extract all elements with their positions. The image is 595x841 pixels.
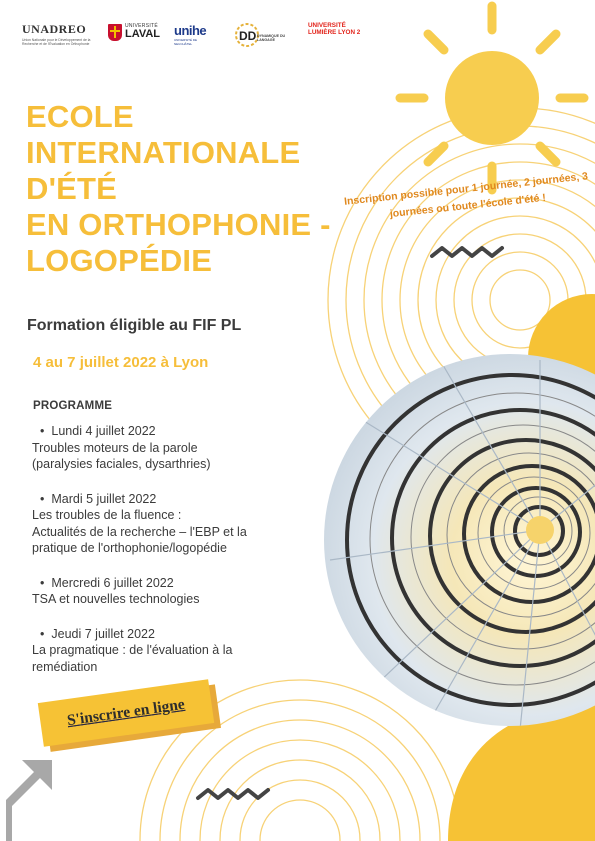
universite-lyon2-logo (308, 23, 364, 36)
arrow-icon (6, 760, 52, 841)
laval-logo-university: UNIVERSITÉ (125, 23, 159, 29)
programme-item (32, 575, 302, 608)
spiral-staircase-photo (324, 354, 595, 730)
unadreo-logo-subtitle: Union Nationale pour le Développement de la Recherche et de l'Évaluation en Orthophonie (22, 38, 91, 46)
laval-shield-icon (108, 24, 122, 41)
laval-logo-name: LAVAL (125, 28, 161, 40)
programme-description: Les troubles de la fluence : Actualités de la recherche – l'EBP et la pratique de l'orthophonie/logopédie (32, 508, 247, 555)
wave-icon (432, 248, 502, 256)
programme-item (32, 491, 302, 557)
programme-day: • Jeudi 7 juillet 2022 (32, 626, 302, 643)
page-title (26, 99, 356, 279)
partner-logos (22, 22, 365, 52)
programme-day: • Mercredi 6 juillet 2022 (32, 575, 302, 592)
title-line: EN ORTHOPHONIE - (26, 207, 331, 242)
title-line: INTERNATIONALE (26, 135, 301, 170)
title-line: LOGOPÉDIE (26, 243, 213, 278)
register-online-label: S'inscrire en ligne (66, 695, 186, 730)
programme-description: La pragmatique : de l'évaluation à la remédiation (32, 643, 233, 674)
inscription-note: Inscription possible pour 1 journée, 2 journées, 3 journées ou toute l'école d'été ! (343, 170, 589, 221)
programme-list (32, 423, 302, 693)
unihe-logo-subtitle: UNIVERSITÉ DE NEUCHÂTEL (174, 38, 198, 46)
programme-day: • Mardi 5 juillet 2022 (32, 491, 302, 508)
programme-item (32, 626, 302, 676)
event-dates: 4 au 7 juillet 2022 à Lyon (33, 354, 209, 371)
title-line: D'ÉTÉ (26, 171, 118, 206)
programme-item (32, 423, 302, 473)
programme-description: TSA et nouvelles technologies (32, 592, 200, 606)
title-line: ECOLE (26, 99, 134, 134)
programme-day: • Lundi 4 juillet 2022 (32, 423, 302, 440)
unadreo-logo-name: UNADREO (22, 22, 87, 36)
sun-icon (400, 6, 584, 190)
fif-pl-eligibility: Formation éligible au FIF PL (27, 317, 242, 334)
dynamique-du-langage-logo (234, 22, 290, 52)
svg-text:DD: DD (239, 29, 257, 43)
unihe-logo (174, 23, 214, 46)
lyon2-logo-text: UNIVERSITÉ LUMIÈRE LYON 2 (308, 22, 361, 36)
programme-description: Troubles moteurs de la parole (paralysies faciales, dysarthries) (32, 440, 211, 471)
unihe-logo-name: unihe (174, 23, 207, 38)
unadreo-logo (22, 22, 96, 46)
universite-laval-logo (108, 23, 160, 47)
ddl-logo-text: DYNAMIQUE DU LANGAGE (257, 34, 286, 42)
programme-heading: PROGRAMME (33, 400, 113, 412)
